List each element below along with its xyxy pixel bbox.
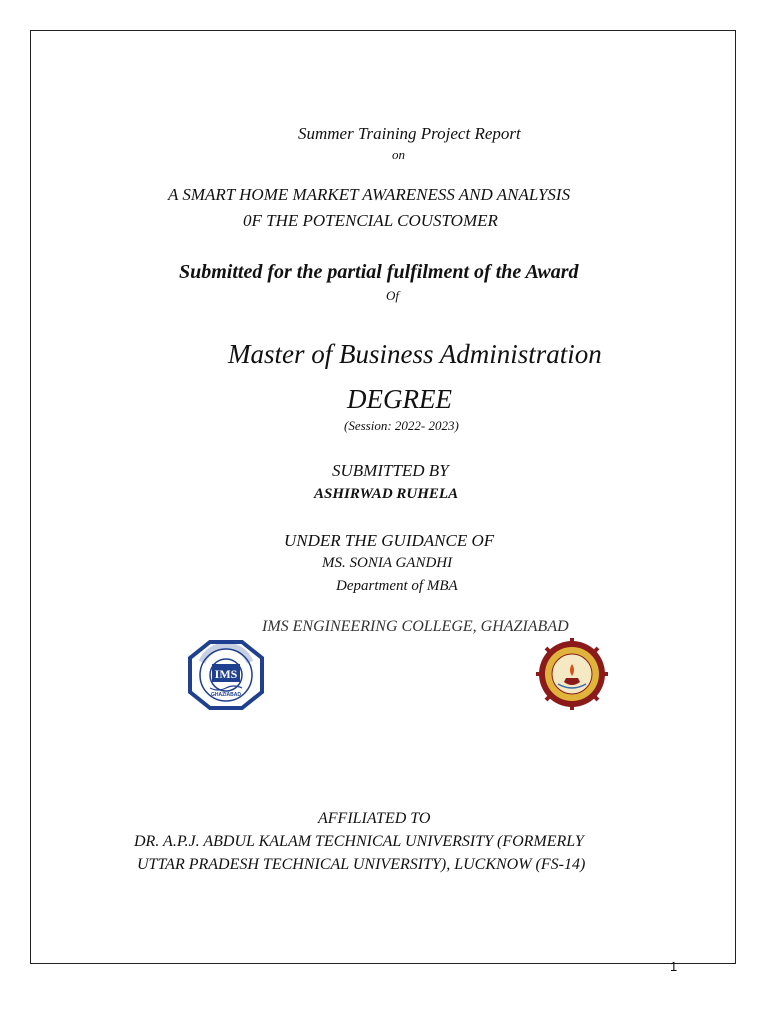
ims-logo — [188, 640, 264, 710]
degree-name: Master of Business Administration — [228, 339, 602, 369]
ims-logo-center-text: IMS — [214, 667, 238, 681]
title-line-1: A SMART HOME MARKET AWARENESS AND ANALYSIS — [168, 185, 571, 204]
title-line-2: 0F THE POTENCIAL COUSTOMER — [243, 211, 498, 230]
degree-title: DEGREE — [347, 384, 452, 414]
session: (Session: 2022- 2023) — [344, 418, 459, 433]
guide-name: MS. SONIA GANDHI — [322, 555, 453, 571]
submitted-by-label: SUBMITTED BY — [332, 461, 449, 480]
affiliated-label: AFFILIATED TO — [318, 810, 431, 827]
student-name: ASHIRWAD RUHELA — [314, 486, 459, 502]
guide-department: Department of MBA — [336, 578, 458, 594]
report-type: Summer Training Project Report — [298, 124, 521, 143]
guidance-label: UNDER THE GUIDANCE OF — [284, 531, 495, 550]
submitted-for: Submitted for the partial fulfilment of the Award — [179, 261, 579, 283]
university-seal — [536, 638, 608, 710]
page-number: 1 — [670, 959, 678, 974]
ims-logo-bottom-text: GHAZIABAD — [211, 692, 241, 698]
university-line-2: UTTAR PRADESH TECHNICAL UNIVERSITY), LUCKNOW (FS-14) — [137, 856, 586, 873]
on-text: on — [392, 147, 405, 162]
university-line-1: DR. A.P.J. ABDUL KALAM TECHNICAL UNIVERSITY (FORMERLY — [134, 833, 584, 850]
college-name: IMS ENGINEERING COLLEGE, GHAZIABAD — [262, 618, 569, 635]
of-text: Of — [386, 288, 399, 303]
